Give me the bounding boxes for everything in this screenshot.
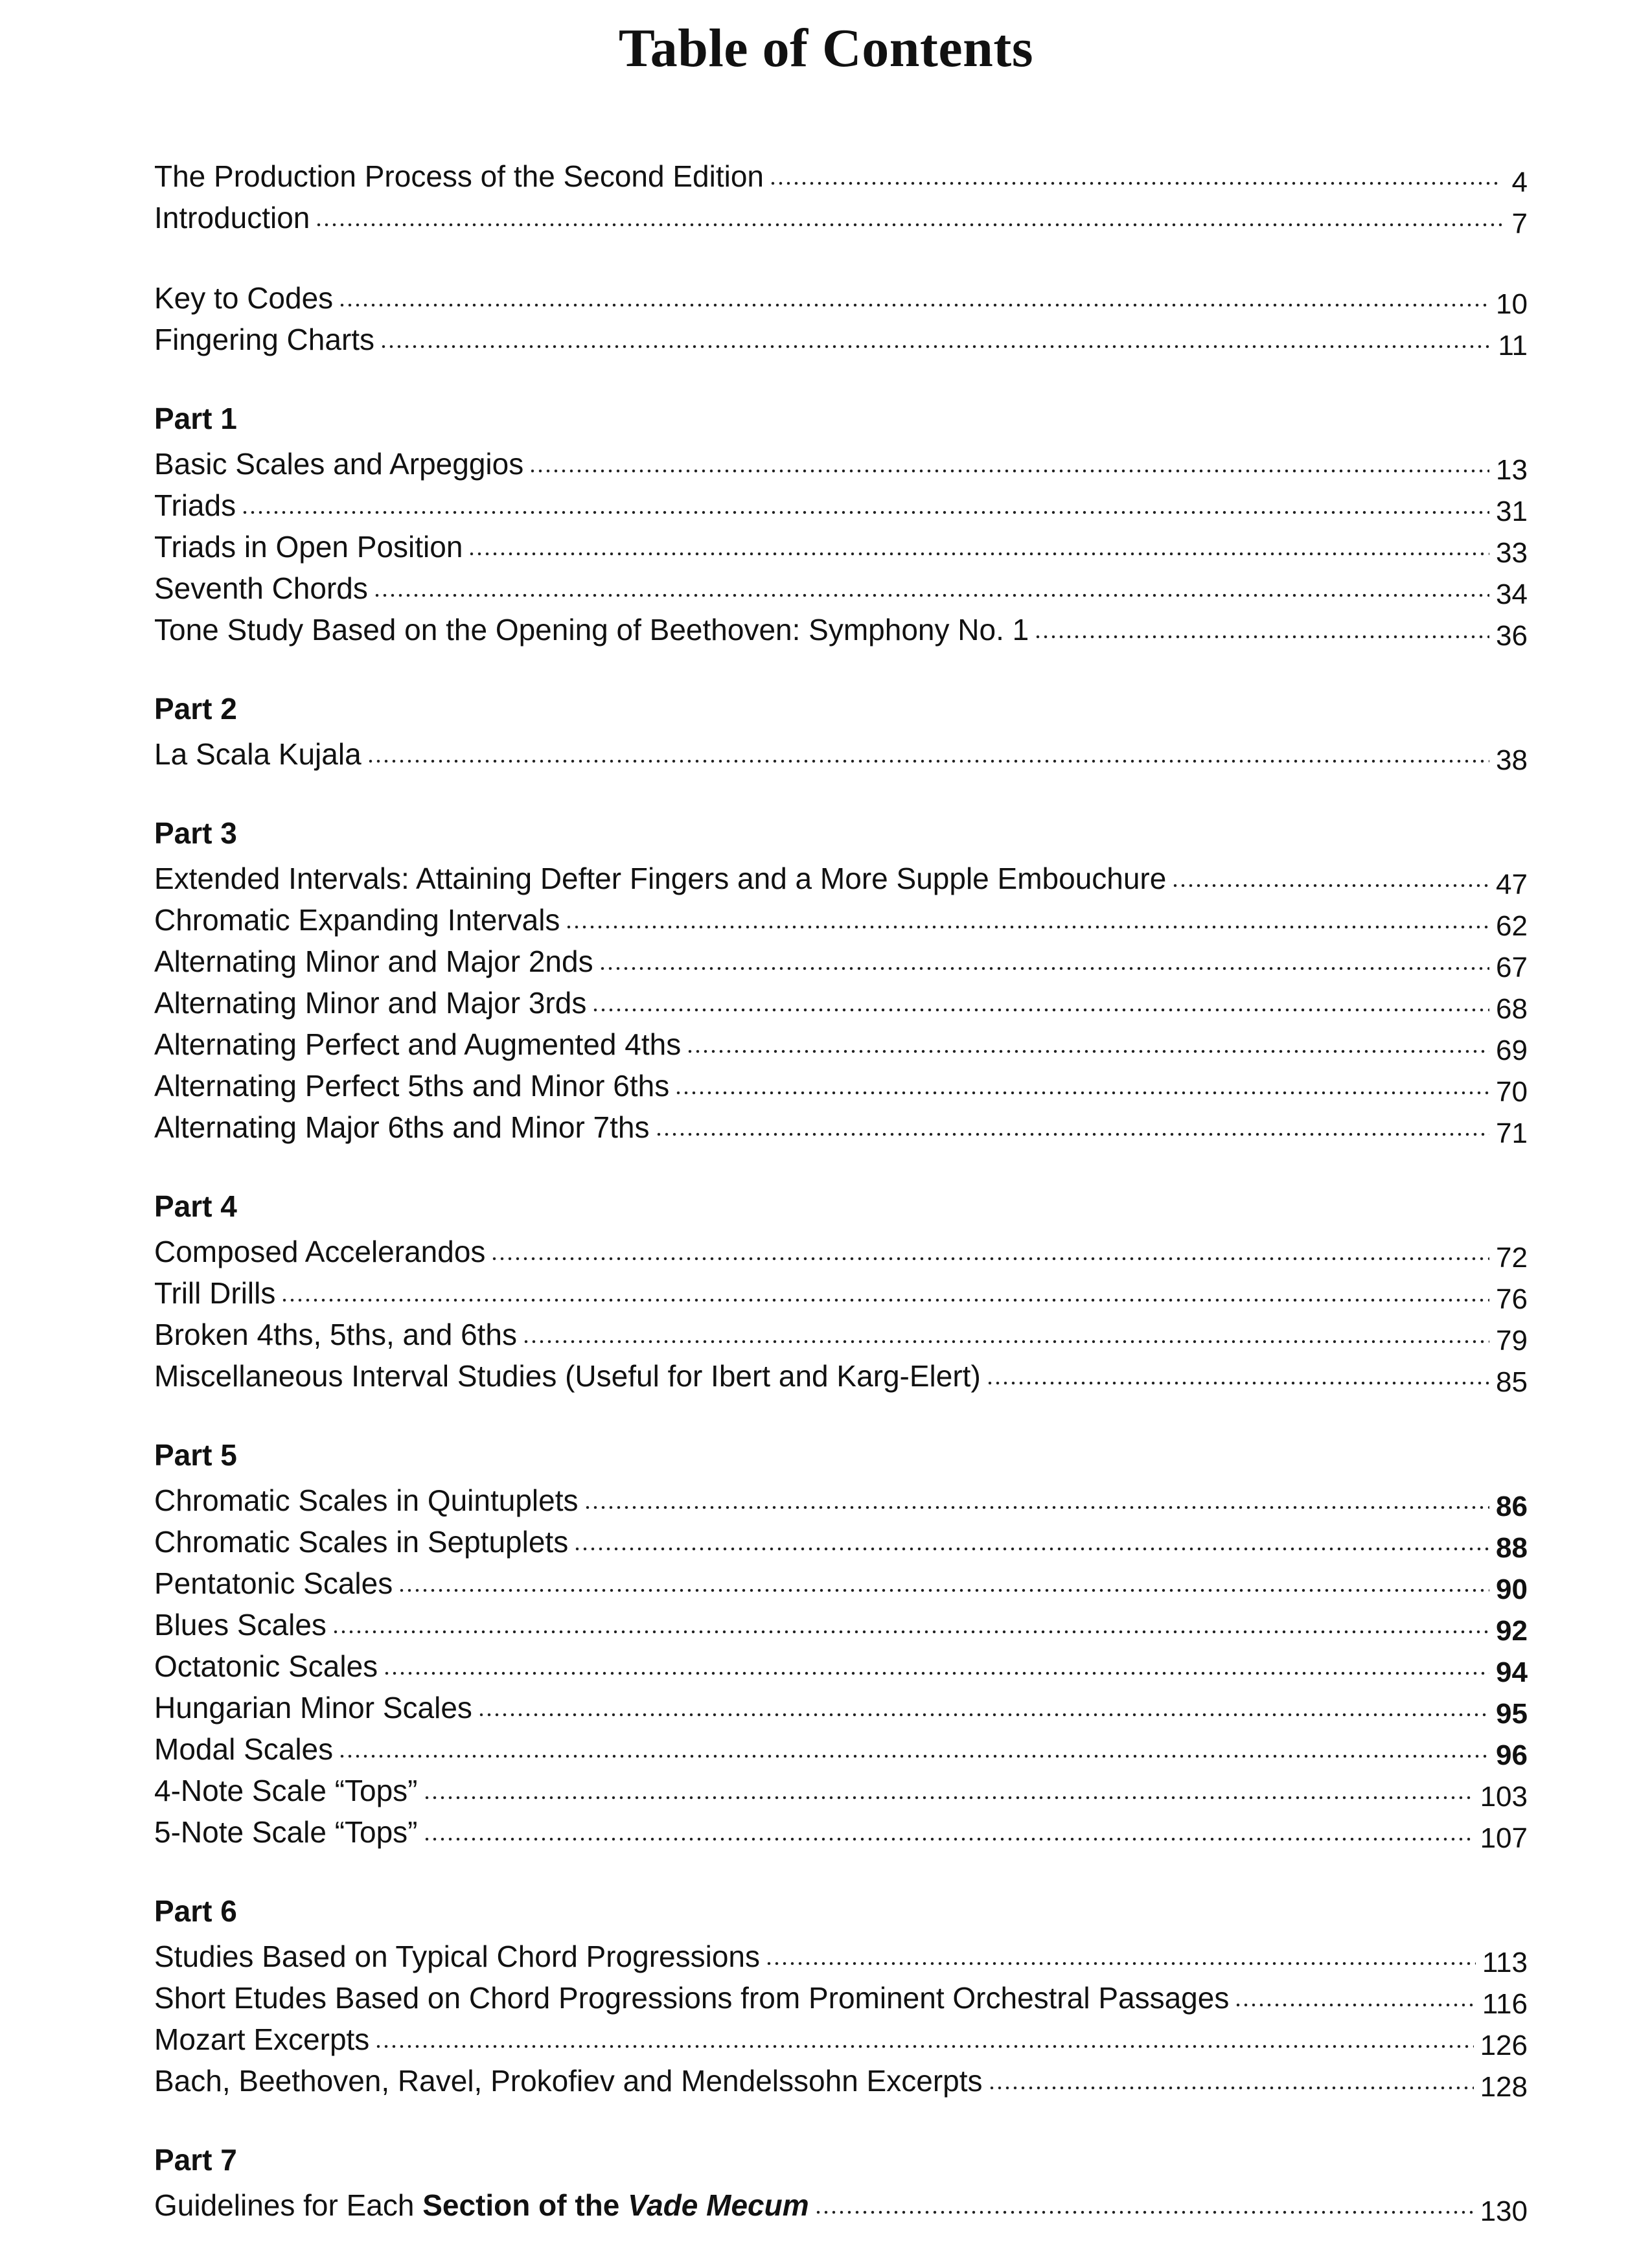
toc-entry[interactable] xyxy=(154,1975,1528,2020)
toc-page-number: 85 xyxy=(1496,1366,1528,1398)
toc-entry-title: Short Etudes Based on Chord Progressions from Prominent Orchestral Passages xyxy=(154,1981,1230,2015)
dot-leader xyxy=(1034,635,1489,639)
toc-entry[interactable] xyxy=(154,1560,1528,1605)
toc-page-number: 68 xyxy=(1496,993,1528,1025)
toc-group xyxy=(154,1889,1528,2103)
toc-page-number: 130 xyxy=(1480,2195,1528,2227)
toc-page-number: 103 xyxy=(1480,1781,1528,1813)
toc-entry-title: The Production Process of the Second Edition xyxy=(154,159,764,193)
toc-entry-title: Alternating Perfect 5ths and Minor 6ths xyxy=(154,1069,670,1103)
dot-leader xyxy=(398,1588,1489,1592)
toc-page-number: 33 xyxy=(1496,537,1528,569)
toc-page-number: 7 xyxy=(1511,208,1528,240)
dot-leader xyxy=(529,469,1489,473)
toc-entry-title: Extended Intervals: Attaining Defter Fingers and a More Supple Embouchure xyxy=(154,862,1167,895)
toc-entry-title: Trill Drills xyxy=(154,1276,276,1310)
dot-leader xyxy=(769,181,1502,185)
toc-entry[interactable] xyxy=(154,606,1528,652)
toc-entry[interactable] xyxy=(154,1726,1528,1771)
toc-entry[interactable] xyxy=(154,1601,1528,1647)
dot-leader xyxy=(1234,2003,1475,2007)
toc-entry[interactable] xyxy=(154,731,1528,776)
part-heading: Part 6 xyxy=(154,1894,237,1928)
toc-entry[interactable] xyxy=(154,1353,1528,1398)
toc-entry-title: Fingering Charts xyxy=(154,323,375,356)
toc-entry-title: La Scala Kujala xyxy=(154,737,361,771)
toc-page-number: 128 xyxy=(1480,2071,1528,2103)
dot-leader xyxy=(374,2045,1473,2048)
toc-entry-title: Alternating Minor and Major 3rds xyxy=(154,986,587,1020)
toc-entry[interactable] xyxy=(154,1228,1528,1274)
toc-entry-title: Triads in Open Position xyxy=(154,530,463,564)
dot-leader xyxy=(988,2086,1474,2090)
toc-page-number: 70 xyxy=(1496,1076,1528,1108)
toc-entry-title: Miscellaneous Interval Studies (Useful for Ibert and Karg-Elert) xyxy=(154,1359,981,1393)
toc-entry[interactable] xyxy=(154,1477,1528,1522)
toc-entry-title: Mozart Excerpts xyxy=(154,2022,370,2056)
part-heading: Part 3 xyxy=(154,816,237,850)
toc-page-number: 95 xyxy=(1496,1698,1528,1730)
toc-page-number: 34 xyxy=(1496,578,1528,610)
toc-entry-title: Guidelines for Each Section of the Vade Mecum xyxy=(154,2188,809,2222)
toc-group xyxy=(154,687,1528,776)
toc-page-number: 96 xyxy=(1496,1739,1528,1771)
dot-leader xyxy=(477,1713,1489,1717)
dot-leader xyxy=(522,1340,1489,1344)
toc-entry[interactable] xyxy=(154,1767,1528,1813)
toc-group xyxy=(154,1184,1528,1398)
toc-entry-title: Alternating Major 6ths and Minor 7ths xyxy=(154,1110,650,1144)
toc-entry-title: Alternating Minor and Major 2nds xyxy=(154,945,593,978)
dot-leader xyxy=(380,345,1491,349)
toc-entry[interactable] xyxy=(154,1643,1528,1688)
toc-entry[interactable] xyxy=(154,316,1528,361)
toc-page-number: 71 xyxy=(1496,1117,1528,1149)
toc-entry[interactable] xyxy=(154,855,1528,900)
dot-leader xyxy=(338,1754,1489,1758)
toc-page-number: 36 xyxy=(1496,620,1528,652)
toc-group xyxy=(154,275,1528,361)
dot-leader xyxy=(281,1298,1489,1302)
toc-page-number: 10 xyxy=(1496,288,1528,320)
part-heading: Part 7 xyxy=(154,2143,237,2177)
toc-page-number: 76 xyxy=(1496,1283,1528,1315)
toc-entry-title: Hungarian Minor Scales xyxy=(154,1691,472,1724)
toc-entry[interactable] xyxy=(154,2057,1528,2103)
page-title: Table of Contents xyxy=(618,18,1034,78)
dot-leader xyxy=(584,1506,1490,1509)
toc-entry-title: Pentatonic Scales xyxy=(154,1566,393,1600)
dot-leader xyxy=(986,1381,1489,1385)
toc-page-number: 113 xyxy=(1482,1947,1528,1978)
toc-page-number: 72 xyxy=(1496,1242,1528,1274)
dot-leader xyxy=(367,759,1489,763)
toc-entry-title: Key to Codes xyxy=(154,281,334,315)
toc-entry[interactable] xyxy=(154,441,1528,486)
toc-entry-title: Basic Scales and Arpeggios xyxy=(154,447,524,481)
toc-entry[interactable] xyxy=(154,1311,1528,1357)
toc-entry[interactable] xyxy=(154,1104,1528,1149)
toc-entry-title: Bach, Beethoven, Ravel, Prokofiev and Mendelssohn Excerpts xyxy=(154,2064,983,2098)
toc-entry[interactable] xyxy=(154,1270,1528,1315)
toc-entry-title: Tone Study Based on the Opening of Beethoven: Symphony No. 1 xyxy=(154,613,1029,647)
dot-leader xyxy=(655,1132,1490,1136)
toc-entry[interactable] xyxy=(154,2182,1528,2227)
dot-leader xyxy=(423,1837,1474,1841)
toc-group xyxy=(154,811,1528,1149)
toc-page-number: 38 xyxy=(1496,744,1528,776)
toc-entry[interactable] xyxy=(154,938,1528,983)
part-heading: Part 2 xyxy=(154,692,237,726)
dot-leader xyxy=(591,1008,1489,1012)
toc-entry[interactable] xyxy=(154,2016,1528,2061)
toc-page-number: 116 xyxy=(1482,1988,1528,2020)
toc-entry-title: Triads xyxy=(154,488,236,522)
toc-page-number: 107 xyxy=(1480,1822,1528,1854)
part-heading: Part 1 xyxy=(154,402,237,435)
dot-leader xyxy=(814,2210,1474,2214)
toc-entry-title: Composed Accelerandos xyxy=(154,1235,486,1268)
toc-page-number: 79 xyxy=(1496,1325,1528,1357)
table-of-contents xyxy=(154,153,1528,2262)
toc-page-number: 90 xyxy=(1496,1574,1528,1605)
dot-leader xyxy=(315,223,1502,227)
toc-page-number: 69 xyxy=(1496,1035,1528,1066)
toc-entry[interactable] xyxy=(154,1062,1528,1108)
toc-entry-title: Studies Based on Typical Chord Progressions xyxy=(154,1940,761,1973)
dot-leader xyxy=(599,967,1489,970)
dot-leader xyxy=(241,510,1489,514)
toc-entry-title: Chromatic Scales in Septuplets xyxy=(154,1525,569,1559)
toc-entry[interactable] xyxy=(154,482,1528,527)
toc-entry[interactable] xyxy=(154,1021,1528,1066)
toc-page-number: 11 xyxy=(1498,330,1528,361)
dot-leader xyxy=(1171,884,1489,888)
dot-leader xyxy=(573,1547,1489,1551)
toc-group xyxy=(154,396,1528,652)
dot-leader xyxy=(565,925,1489,929)
toc-entry[interactable] xyxy=(154,979,1528,1025)
toc-page-number: 86 xyxy=(1496,1491,1528,1522)
toc-page-number: 4 xyxy=(1511,166,1528,198)
toc-page-number: 88 xyxy=(1496,1532,1528,1564)
toc-page-number: 31 xyxy=(1496,496,1528,527)
toc-page-number: 94 xyxy=(1496,1656,1528,1688)
toc-entry-title: Alternating Perfect and Augmented 4ths xyxy=(154,1027,682,1061)
toc-entry-title: Octatonic Scales xyxy=(154,1649,378,1683)
toc-entry-title: Modal Scales xyxy=(154,1732,334,1766)
toc-entry-title: Seventh Chords xyxy=(154,571,368,605)
toc-page-number: 67 xyxy=(1496,952,1528,983)
toc-entry-title: Broken 4ths, 5ths, and 6ths xyxy=(154,1318,518,1351)
toc-entry[interactable] xyxy=(154,153,1528,198)
toc-entry[interactable] xyxy=(154,1684,1528,1730)
toc-group xyxy=(154,1433,1528,1854)
dot-leader xyxy=(423,1796,1474,1800)
dot-leader xyxy=(468,552,1489,556)
toc-entry-title: 4-Note Scale “Tops” xyxy=(154,1774,418,1807)
toc-entry[interactable] xyxy=(154,1518,1528,1564)
toc-entry[interactable] xyxy=(154,194,1528,240)
toc-page-number: 92 xyxy=(1496,1615,1528,1647)
dot-leader xyxy=(490,1257,1489,1261)
toc-entry[interactable] xyxy=(154,897,1528,942)
toc-entry[interactable] xyxy=(154,1933,1528,1978)
toc-group xyxy=(154,2138,1528,2227)
dot-leader xyxy=(383,1671,1489,1675)
toc-entry-title: Chromatic Expanding Intervals xyxy=(154,903,560,937)
dot-leader xyxy=(765,1962,1476,1965)
toc-entry[interactable] xyxy=(154,1809,1528,1854)
toc-entry[interactable] xyxy=(154,523,1528,569)
dot-leader xyxy=(332,1630,1489,1634)
dot-leader xyxy=(674,1091,1489,1095)
toc-entry-title: Blues Scales xyxy=(154,1608,327,1642)
part-heading: Part 5 xyxy=(154,1438,237,1472)
toc-group xyxy=(154,153,1528,240)
toc-page-number: 126 xyxy=(1480,2030,1528,2061)
toc-entry[interactable] xyxy=(154,565,1528,610)
toc-page-number: 62 xyxy=(1496,910,1528,942)
dot-leader xyxy=(338,303,1489,307)
toc-page-number: 13 xyxy=(1496,454,1528,486)
dot-leader xyxy=(373,593,1489,597)
toc-entry-title: Introduction xyxy=(154,201,310,235)
toc-entry-title: Chromatic Scales in Quintuplets xyxy=(154,1483,579,1517)
toc-page-number: 47 xyxy=(1496,869,1528,900)
dot-leader xyxy=(686,1049,1489,1053)
toc-entry-title: 5-Note Scale “Tops” xyxy=(154,1815,418,1849)
toc-entry[interactable] xyxy=(154,275,1528,320)
part-heading: Part 4 xyxy=(154,1189,237,1223)
